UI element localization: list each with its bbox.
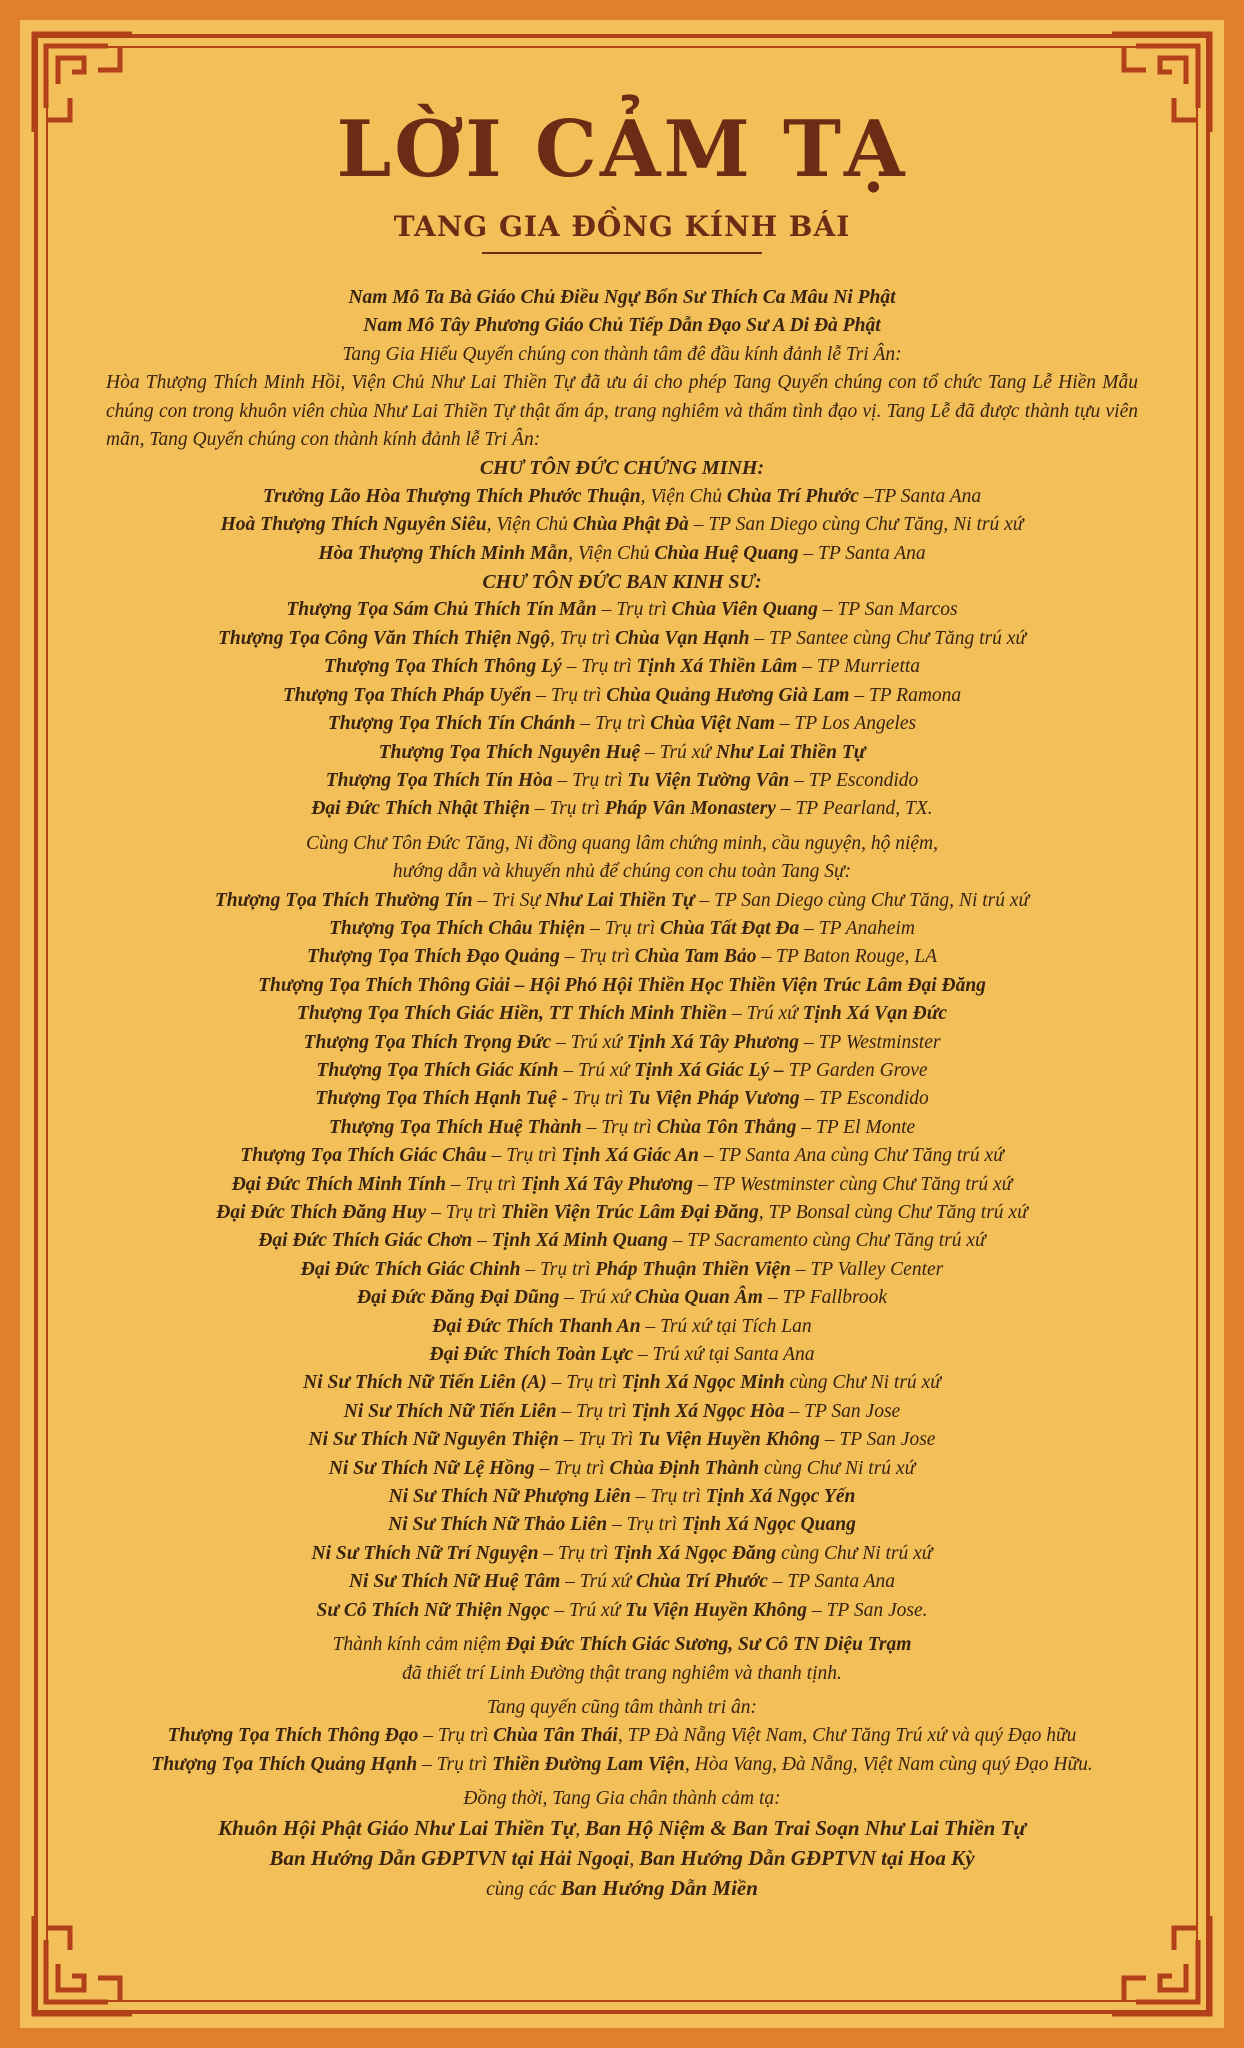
person-line: Thượng Tọa Thích Nguyên Huệ – Trú xứ Như Lai Thiền Tự <box>378 741 866 763</box>
person-line: Trưởng Lão Hòa Thượng Thích Phước Thuận, Viện Chủ Chùa Trí Phước –TP Santa Ana <box>262 485 982 507</box>
section5-list <box>100 1722 1144 1779</box>
person-line: Thượng Tọa Thích Thông Lý – Trụ trì Tịnh Xá Thiền Lâm – TP Murrietta <box>323 656 921 678</box>
person-line: Ni Sư Thích Nữ Tiến Liên – Trụ trì Tịnh Xá Ngọc Hòa – TP San Jose <box>343 1400 901 1422</box>
person-line: Đại Đức Thích Nhật Thiện – Trụ trì Pháp Vân Monastery – TP Pearland, TX. <box>311 798 933 820</box>
thanks-line: cùng các Ban Hướng Dẫn Miền <box>486 1876 758 1901</box>
person-line: Thượng Tọa Thích Tín Hòa – Trụ trì Tu Viện Tường Vân – TP Escondido <box>325 769 919 791</box>
person-line: Thượng Tọa Thích Đạo Quảng – Trụ trì Chùa Tam Bảo – TP Baton Rouge, LA <box>306 946 938 968</box>
person-line: Thượng Tọa Thích Hạnh Tuệ - Trụ trì Tu Viện Pháp Vương – TP Escondido <box>315 1088 929 1110</box>
subtitle-underline <box>482 252 762 254</box>
intro-paragraph: Hòa Thượng Thích Minh Hồi, Viện Chủ Như Lai Thiền Tự đã ưu ái cho phép Tang Quyến chúng con tổ chức Tang Lễ Hiền Mẫu chúng con trong khuôn viên chùa Như Lai Thiền Tự thật ấm áp, trang nghiêm và thấm tình đạo vị. Tang Lễ đã được thành tựu viên mãn, Tang Quyến chúng con thành kính đảnh lễ Tri Ân: <box>106 372 1138 451</box>
person-line: Đại Đức Thích Giác Chinh – Trụ trì Pháp Thuận Thiền Viện – TP Valley Center <box>300 1258 944 1280</box>
memorial-note: Thành kính cảm niệm Đại Đức Thích Giác Sương, Sư Cô TN Diệu Trạm <box>332 1634 912 1656</box>
invocation-line: Nam Mô Tây Phương Giáo Chủ Tiếp Dẫn Đạo Sư A Di Đà Phật <box>363 315 881 337</box>
person-line: Thượng Tọa Công Văn Thích Thiện Ngộ, Trụ trì Chùa Vạn Hạnh – TP Santee cùng Chư Tăng trú xứ <box>217 627 1027 649</box>
thanks-line: Khuôn Hội Phật Giáo Như Lai Thiền Tự, Ban Hộ Niệm & Ban Trai Soạn Như Lai Thiền Tự <box>218 1815 1026 1840</box>
person-line: Đại Đức Thích Toàn Lực – Trú xứ tại Santa Ana <box>429 1344 815 1366</box>
intro-line: Tang Gia Hiếu Quyến chúng con thành tâm đê đầu kính đảnh lễ Tri Ân: <box>342 343 902 365</box>
person-line: Thượng Tọa Thích Giác Châu – Trụ trì Tịnh Xá Giác An – TP Santa Ana cùng Chư Tăng trú xứ <box>240 1145 1004 1167</box>
person-line: Thượng Tọa Thích Trọng Đức – Trú xứ Tịnh Xá Tây Phương – TP Westminster <box>303 1031 941 1053</box>
section3-intro: Cùng Chư Tôn Đức Tăng, Ni đồng quang lâm chứng minh, cầu nguyện, hộ niệm, <box>305 832 939 854</box>
person-line: Ni Sư Thích Nữ Tiến Liên (A) – Trụ trì Tịnh Xá Ngọc Minh cùng Chư Ni trú xứ <box>303 1372 941 1394</box>
person-line: Thượng Tọa Thích Quảng Hạnh – Trụ trì Thiền Đường Lam Viện, Hòa Vang, Đà Nẵng, Việt Nam cùng quý Đạo Hữu. <box>151 1753 1093 1775</box>
person-line: Đại Đức Thích Đăng Huy – Trụ trì Thiền Viện Trúc Lâm Đại Đăng, TP Bonsal cùng Chư Tăng trú xứ <box>216 1202 1028 1223</box>
section-heading: CHƯ TÔN ĐỨC CHỨNG MINH: <box>479 457 765 480</box>
parchment-panel <box>20 20 1224 2028</box>
person-line: Thượng Tọa Thích Thông Giải – Hội Phó Hội Thiền Học Thiền Viện Trúc Lâm Đại Đăng <box>258 974 986 996</box>
person-line: Thượng Tọa Thích Thông Đạo – Trụ trì Chùa Tân Thái, TP Đà Nẵng Việt Nam, Chư Tăng Trú xứ và quý Đạo hữu <box>167 1725 1077 1747</box>
section1-list <box>100 483 1144 568</box>
person-line: Ni Sư Thích Nữ Nguyên Thiện – Trụ Trì Tu Viện Huyền Không – TP San Jose <box>308 1429 936 1451</box>
section-heading: CHƯ TÔN ĐỨC BAN KINH SƯ: <box>482 571 762 594</box>
person-line: Ni Sư Thích Nữ Trí Nguyện – Trụ trì Tịnh Xá Ngọc Đăng cùng Chư Ni trú xứ <box>311 1542 933 1564</box>
person-line: Thượng Tọa Thích Châu Thiện – Trụ trì Chùa Tất Đạt Đa – TP Anaheim <box>329 917 915 939</box>
person-line: Thượng Tọa Thích Huệ Thành – Trụ trì Chùa Tôn Thắng – TP El Monte <box>328 1116 916 1138</box>
page-subtitle: TANG GIA ĐỒNG KÍNH BÁI <box>393 210 851 243</box>
person-line: Đại Đức Đăng Đại Dũng – Trú xứ Chùa Quan Âm – TP Fallbrook <box>357 1287 887 1309</box>
section2-list <box>100 596 1144 823</box>
person-line: Đại Đức Thích Thanh An – Trú xứ tại Tích Lan <box>432 1315 812 1337</box>
section6-intro: Đồng thời, Tang Gia chân thành cảm tạ: <box>463 1788 781 1810</box>
memorial-note: đã thiết trí Linh Đường thật trang nghiêm và thanh tịnh. <box>402 1662 842 1684</box>
section3-intro: hướng dẫn và khuyến nhủ để chúng con chu toàn Tang Sự: <box>392 861 852 883</box>
corner-ornament-icon <box>1106 1910 1216 2020</box>
person-line: Đại Đức Thích Minh Tính – Trụ trì Tịnh Xá Tây Phương – TP Westminster cùng Chư Tăng trú xứ <box>231 1173 1013 1195</box>
page-title: LỜI CẢM TẠ <box>336 104 908 195</box>
person-line: Thượng Tọa Thích Thường Tín – Tri Sự Như Lai Thiền Tự – TP San Diego cùng Chư Tăng, Ni trú xứ <box>214 889 1030 911</box>
person-line: Ni Sư Thích Nữ Lệ Hồng – Trụ trì Chùa Định Thành cùng Chư Ni trú xứ <box>328 1457 916 1479</box>
corner-ornament-icon <box>28 1910 138 2020</box>
person-line: Ni Sư Thích Nữ Huệ Tâm – Trú xứ Chùa Trí Phước – TP Santa Ana <box>348 1571 896 1593</box>
invocation-line: Nam Mô Ta Bà Giáo Chủ Điều Ngự Bổn Sư Thích Ca Mâu Ni Phật <box>348 287 896 308</box>
thanks-line: Ban Hướng Dẫn GĐPTVN tại Hải Ngoại, Ban Hướng Dẫn GĐPTVN tại Hoa Kỳ <box>269 1845 975 1870</box>
person-line: Thượng Tọa Thích Tín Chánh – Trụ trì Chùa Việt Nam – TP Los Angeles <box>327 713 917 735</box>
person-line: Thượng Tọa Thích Pháp Uyển – Trụ trì Chùa Quảng Hương Già Lam – TP Ramona <box>282 684 962 706</box>
person-line: Ni Sư Thích Nữ Phượng Liên – Trụ trì Tịnh Xá Ngọc Yến <box>388 1486 856 1508</box>
section5-intro: Tang quyến cũng tâm thành tri ân: <box>486 1696 758 1718</box>
person-line: Đại Đức Thích Giác Chơn – Tịnh Xá Minh Quang – TP Sacramento cùng Chư Tăng trú xứ <box>258 1230 986 1252</box>
person-line: Hòa Thượng Thích Minh Mẫn, Viện Chủ Chùa Huệ Quang – TP Santa Ana <box>318 542 926 564</box>
person-line: Thượng Tọa Thích Giác Kính – Trú xứ Tịnh Xá Giác Lý – TP Garden Grove <box>316 1059 928 1081</box>
section3-list <box>100 887 1144 1626</box>
acknowledgement-body <box>100 284 1144 1905</box>
person-line: Sư Cô Thích Nữ Thiện Ngọc – Trú xứ Tu Viện Huyền Không – TP San Jose. <box>316 1599 928 1621</box>
person-line: Hoà Thượng Thích Nguyên Siêu, Viện Chủ Chùa Phật Đà – TP San Diego cùng Chư Tăng, Ni trú xứ <box>220 514 1024 536</box>
person-line: Thượng Tọa Sám Chủ Thích Tín Mẫn – Trụ trì Chùa Viên Quang – TP San Marcos <box>286 599 958 621</box>
person-line: Ni Sư Thích Nữ Thảo Liên – Trụ trì Tịnh Xá Ngọc Quang <box>388 1514 856 1536</box>
person-line: Thượng Tọa Thích Giác Hiền, TT Thích Minh Thiền – Trú xứ Tịnh Xá Vạn Đức <box>296 1003 948 1025</box>
section6-list <box>100 1814 1144 1905</box>
